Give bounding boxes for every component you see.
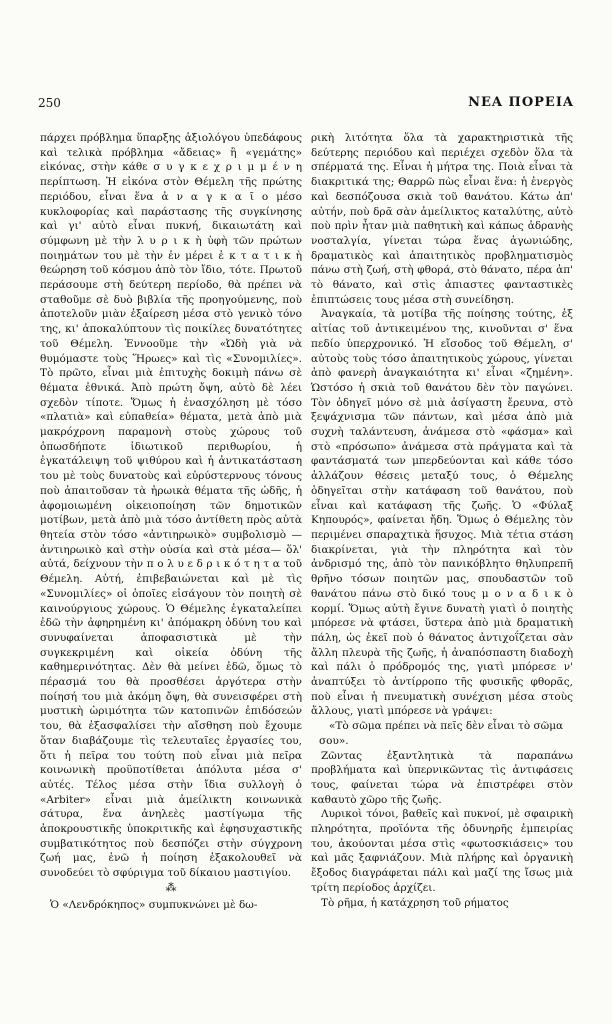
left-column xyxy=(40,131,302,913)
paragraph: Ζῶντας ἐξαντλητικὰ τὰ παραπάνω προβλήματα καὶ ὑπερνικῶντας τὶς ἀντιφάσεις τους, φαίνεται τώρα νὰ ἐπιστρέφει στὸν καθαυτὸ χῶρο τῆς ζωῆς. xyxy=(311,749,573,806)
paragraph: Τὸ ρῆμα, ἡ κατάχρηση τοῦ ρήματος xyxy=(321,896,509,909)
paragraph: Λυρικοὶ τόνοι, βαθεῖς καὶ πυκνοί, μὲ σφαιρικὴ πληρότητα, προϊόντα τῆς ὀδυνηρῆς ἐμπειρίας του, ἀκούονται μέσα στὶς «φωτοσκιάσεις» του καὶ μᾶς ξαφνιάζουν. Μιὰ πλήρης καὶ ὀργανικὴ ἔξοδος διαγράφεται πάλι καὶ μαζί της ἴσως μιὰ τρίτη περίοδος ἀρχίζει. xyxy=(311,808,573,894)
page-header xyxy=(38,96,574,114)
right-column xyxy=(311,131,573,910)
section-separator: ⁂ xyxy=(165,880,177,894)
journal-title: ΝΕΑ ΠΟΡΕΙΑ xyxy=(468,95,574,110)
paragraph: Ἀναγκαία, τὰ μοτίβα τῆς ποίησης τούτης, ἐξ αἰτίας τοῦ ἀντικειμένου της, κινοῦνται σ' ἕνα πεδίο ὑπερχρονικό. Ἡ εἴσοδος τοῦ Θέμελη, σ' αὐτοὺς τοὺς τόσο ἀπαιτητικοὺς χώρους, γίνεται ἀπὸ φανερὴ ἀναγκαιότητα κι' εἶναι «ζημένη». Ὡστόσο ἡ σκιὰ τοῦ θανάτου δὲν τὸν παγώνει. Τὸν ὁδηγεῖ μόνο σὲ μιὰ ἀσίγαστη ἔρευνα, στὸ ξεψάχνισμα τῶν πάντων, καὶ μέσα ἀπὸ μιὰ συχνὴ ταλάντευση, ἀνάμεσα στὸ «φάσμα» καὶ στὸ «πρόσωπο» ἀνάμεσα στὰ πράγματα καὶ τὰ φαντάσματά των μπερδεύονται καὶ κάθε τόσο ἀλλάζουν θέσεις μεταξύ τους, ὁ Θέμελης ὁδηγεῖται στὴν κατάφαση τοῦ θανάτου, ποὺ εἶναι καὶ κατάφαση τῆς ζωῆς. Ὁ «Φύλαξ Κηπουρός», φαίνεται ἤδη. Ὅμως ὁ Θέμελης τὸν περιμένει σπαραχτικὰ ἥσυχος. Μιὰ τέτια στάση διακρίνεται, γιὰ τὴν πληρότητα καὶ τὸν ἀνδρισμό της, ἀπὸ τὸν πανικόβλητο θηλυπρεπῆ θρῆνο τόσων ποιητῶν μας, σπουδαστῶν τοῦ θανάτου πάνω στὸ δικό τους μ ο ν α δ ι κ ὸ κορμί. Ὅμως αὐτὴ ἔγινε δυνατὴ γιατὶ ὁ ποιητὴς μπόρεσε νὰ φτάσει, ὕστερα ἀπὸ μιὰ δραματικὴ πάλη, ὡς ἐκεῖ ποὺ ὁ θάνατος ἀντιχοΐζεται σὰν ἄλλη πλευρὰ τῆς ζωῆς, ἡ ἀναπόσπαστη διαδοχὴ καὶ πάλι ὁ πρόδρομός της, γιατὶ μπόρεσε ν' ἀναπτύξει τὸ ἀντίρροπο τῆς φυσικῆς φθορᾶς, ποὺ εἶναι ἡ πνευματικὴ συνέχιση μέσα στοὺς ἄλλους, γιατὶ μπόρεσε νὰ γράψει: xyxy=(311,308,573,718)
paragraph: Ὁ «Λενδρόκηπος» συμπυκνώνει μὲ δω- xyxy=(50,898,258,911)
paragraph: ρικὴ λιτότητα ὅλα τὰ χαρακτηριστικὰ τῆς δεύτερης περιόδου καὶ περιέχει σχεδὸν ὅλα τὰ σπέρματά της. Εἶναι ἡ μήτρα της. Ποιὰ εἶναι τὰ διακριτικά της; Θαρρῶ πὼς εἶναι ἕνα: ἡ ἐνεργὸς καὶ δεσπόζουσα σκιὰ τοῦ θανάτου. Κάτω ἀπ' αὐτήν, ποὺ δρᾶ σὰν ἀμείλικτος καταλύτης, αὐτὸ ποὺ πρὶν ἦταν μιὰ παθητικὴ καὶ κάπως ἀδρανὴς νοσταλγία, γίνεται τώρα ἕνας ἀγωνιώδης, δραματικὸς καὶ ἀπαιτητικὸς προβληματισμὸς πάνω στὴ ζωή, στὴ φθορά, στὸ θάνατο, πέρα ἀπ' τὸ θάνατο, καὶ στὶς ἀπιαστες φανταστικὲς ἐπιπτώσεις τους μέσα στὴ συνείδηση. xyxy=(311,132,573,306)
poem-quote: «Τὸ σῶμα πρέπει νὰ πεῖς δὲν εἶναι τὸ σῶμα σου». xyxy=(319,720,564,747)
page-number: 250 xyxy=(38,96,61,110)
paragraph: πάρχει πρόβλημα ὕπαρξης ἀξιολόγου ὑπεδάφους καὶ τελικὰ πρόβλημα «ἄδειας» ἢ «γεμάτης» εἰκόνας, στὴν κάθε σ υ γ κ ε χ ρ ι μ μ έ ν η περίπτωση. Ἡ εἰκόνα στὸν Θέμελη τῆς πρώτης περιόδου, εἶναι ἕνα ἀ ν α γ κ α ῖ ο μέσο κυκλοφορίας καὶ παράστασης τῆς συγκίνησης καὶ γι' αὐτὸ εἶναι πυκνή, δικαιωτάτη καὶ σύμφωνη μὲ τὴν λ υ ρ ι κ ὴ ὑφὴ τῶν πρώτων ποιημάτων του μὲ τὴν ἐν μέρει ἐ κ τ α τ ι κ ὴ θεώρηση τοῦ κόσμου ἀπὸ τὸν ἴδιο, τότε. Πρωτοῦ περάσουμε στὴ δεύτερη περίοδο, θὰ πρέπει νὰ σταθοῦμε σὲ δυὸ βιβλία τῆς προηγούμενης, ποὺ ἀποτελοῦν μιὰν ἐξαίρεση μέσα στὸ γενικὸ τόνο της, κι' ἀποκαλύπτουν τὶς ποικίλες δυνατότητες τοῦ Θέμελη. Ἐννοοῦμε τὴν «Ὠδὴ γιὰ νὰ θυμόμαστε τοὺς Ἥρωες» καὶ τὶς «Συνομιλίες». Τὸ πρῶτο, εἶναι μιὰ ἐπιτυχὴς δοκιμὴ πάνω σὲ θέματα ἐθνικά. Ἀπὸ πρώτη ὄψη, αὐτὸ δὲ λέει σχεδὸν τίποτε. Ὅμως ἡ ἐνασχόληση μὲ τόσο «πλατιὰ» καὶ εὐπαθεία» θέματα, μετὰ ἀπὸ μιὰ μακρόχρονη παραμονὴ στοὺς χώρους τοῦ ὁπωσδήποτε ἰδιωτικοῦ περιθωρίου, ἡ ἐγκατάλειψη τοῦ ψιθύρου καὶ ἡ ἀντικατάσταση του μὲ τοὺς δυνατοὺς καὶ εὐρύστερνους τόνους ποὺ ἀπαιτοῦσαν τὰ ἡρωικὰ θέματα τῆς ὠδῆς, ἡ ἀφομοιωμένη οἰκειοποίηση τῶν δημοτικῶν μοτίβων, μετὰ ἀπὸ μιὰ τόσο ἀντίθετη πρὸς αὐτὰ θητεία στὸν τόσο «ἀντιηρωικὸ» συμβολισμὸ —ἀντιηρωικὸ καὶ στὴν οὐσία καὶ στὰ μέσα— ὅλ' αὐτά, δείχνουν τὴν π ο λ υ ε δ ρ ι κ ό τ η τ α τοῦ Θέμελη. Αὐτή, ἐπιβεβαιώνεται καὶ μὲ τὶς «Συνομιλίες» οἱ ὁποῖες εἰσάγουν τὸν ποιητὴ σὲ καινούργιους χώρους. Ὁ Θέμελης ἐγκαταλείπει ἐδῶ τὴν ἀφηρημένη κι' ἀπόμακρη ὀδύνη του καὶ συνυφαίνεται ἀποφασιστικὰ μὲ τὴν συγκεκριμένη καὶ οἰκεία ὀδύνη τῆς καθημερινότητας. Δὲν θὰ μείνει ἐδῶ, ὅμως τὸ πέρασμά του θὰ προσθέσει ἀργότερα στὴν ποίησή του μιὰ ἀκόμη ὄψη, θὰ συνεισφέρει στὴ μυστικὴ ὡριμότητα τῶν κατοπινῶν ἐπιδόσεών του, θὰ ἐξασφαλίσει τὴν αἴσθηση ποὺ ἔχουμε ὅταν διαβάζουμε τὶς τελευταῖες ἐργασίες του, ὅτι ἡ πεῖρα του τούτη ποὺ εἶναι μιὰ πεῖρα κοινωνικὴ προϋποτίθεται ἀπόλυτα μέσα σ' αὐτές. Τέλος μέσα στὴν ἴδια συλλογὴ ὁ «Arbiter» εἶναι μιὰ ἀμείλικτη κοινωνικὰ σάτυρα, ἕνα ἀνηλεὲς μαστίγωμα τῆς ἀποκρουστικῆς ὑποκριτικῆς καὶ ἐφησυχαστικῆς συμβατικότητος ποὺ δεσπόζει στὴν σύγχρονη ζωή μας, ἐνῶ ἡ ποίηση ἐξακολουθεῖ νὰ συνοδεύει τὸ σφύριγμα τοῦ δίκαιου μαστιγίου. xyxy=(40,132,302,880)
